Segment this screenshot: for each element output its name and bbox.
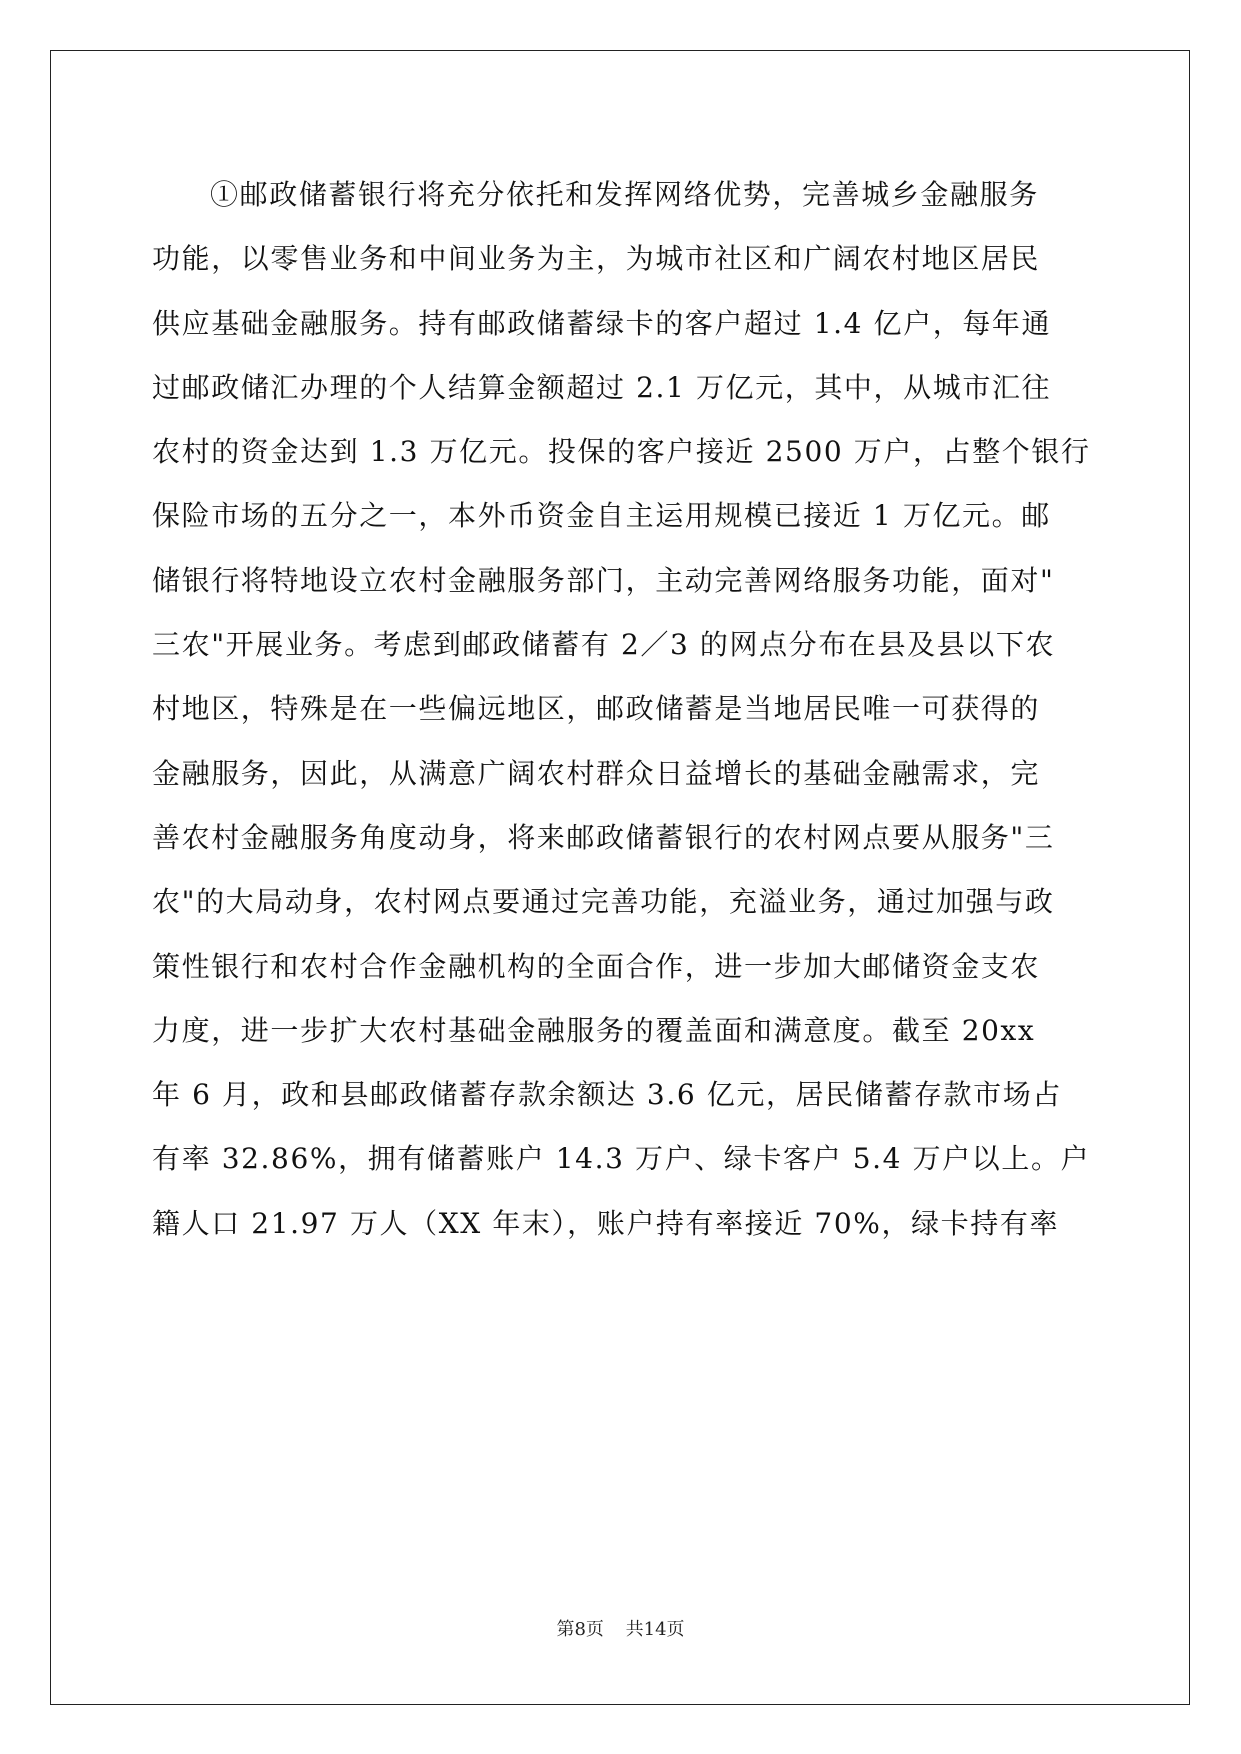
text-line: 农村的资金达到 1.3 万亿元。投保的客户接近 2500 万户，占整个银行 (152, 435, 1091, 469)
text-line: 籍人口 21.97 万人（XX 年末），账户持有率接近 70%，绿卡持有率 (152, 1206, 1060, 1240)
text-line: 年 6 月，政和县邮政储蓄存款余额达 3.6 亿元，居民储蓄存款市场占 (152, 1078, 1062, 1112)
text-line: 村地区，特殊是在一些偏远地区，邮政储蓄是当地居民唯一可获得的 (152, 692, 1041, 726)
text-line: 善农村金融服务角度动身，将来邮政储蓄银行的农村网点要从服务"三 (152, 820, 1055, 854)
document-body (152, 163, 1092, 1256)
text-line: 三农"开展业务。考虑到邮政储蓄有 2／3 的网点分布在县及县以下农 (152, 628, 1056, 662)
text-line: 供应基础金融服务。持有邮政储蓄绿卡的客户超过 1.4 亿户，每年通 (152, 306, 1052, 340)
text-line: 过邮政储汇办理的个人结算金额超过 2.1 万亿元，其中，从城市汇往 (152, 370, 1052, 404)
text-line: 有率 32.86%，拥有储蓄账户 14.3 万户、绿卡客户 5.4 万户以上。户 (152, 1142, 1091, 1176)
text-line: 功能，以零售业务和中间业务为主，为城市社区和广阔农村地区居民 (152, 242, 1041, 276)
text-line: 金融服务，因此，从满意广阔农村群众日益增长的基础金融需求，完 (152, 756, 1041, 790)
text-line: 力度，进一步扩大农村基础金融服务的覆盖面和满意度。截至 20xx (152, 1013, 1036, 1047)
page-number-total: 共14页 (625, 1619, 685, 1640)
text-line: 农"的大局动身，农村网点要通过完善功能，充溢业务，通过加强与政 (152, 885, 1055, 919)
page-number-current: 第8页 (556, 1619, 604, 1640)
page-footer (0, 1615, 1241, 1641)
text-line: ①邮政储蓄银行将充分依托和发挥网络优势，完善城乡金融服务 (210, 178, 1039, 211)
text-line: 储银行将特地设立农村金融服务部门，主动完善网络服务功能，面对" (152, 563, 1055, 597)
text-line: 保险市场的五分之一，本外币资金自主运用规模已接近 1 万亿元。邮 (152, 499, 1051, 533)
text-line: 策性银行和农村合作金融机构的全面合作，进一步加大邮储资金支农 (152, 949, 1041, 983)
